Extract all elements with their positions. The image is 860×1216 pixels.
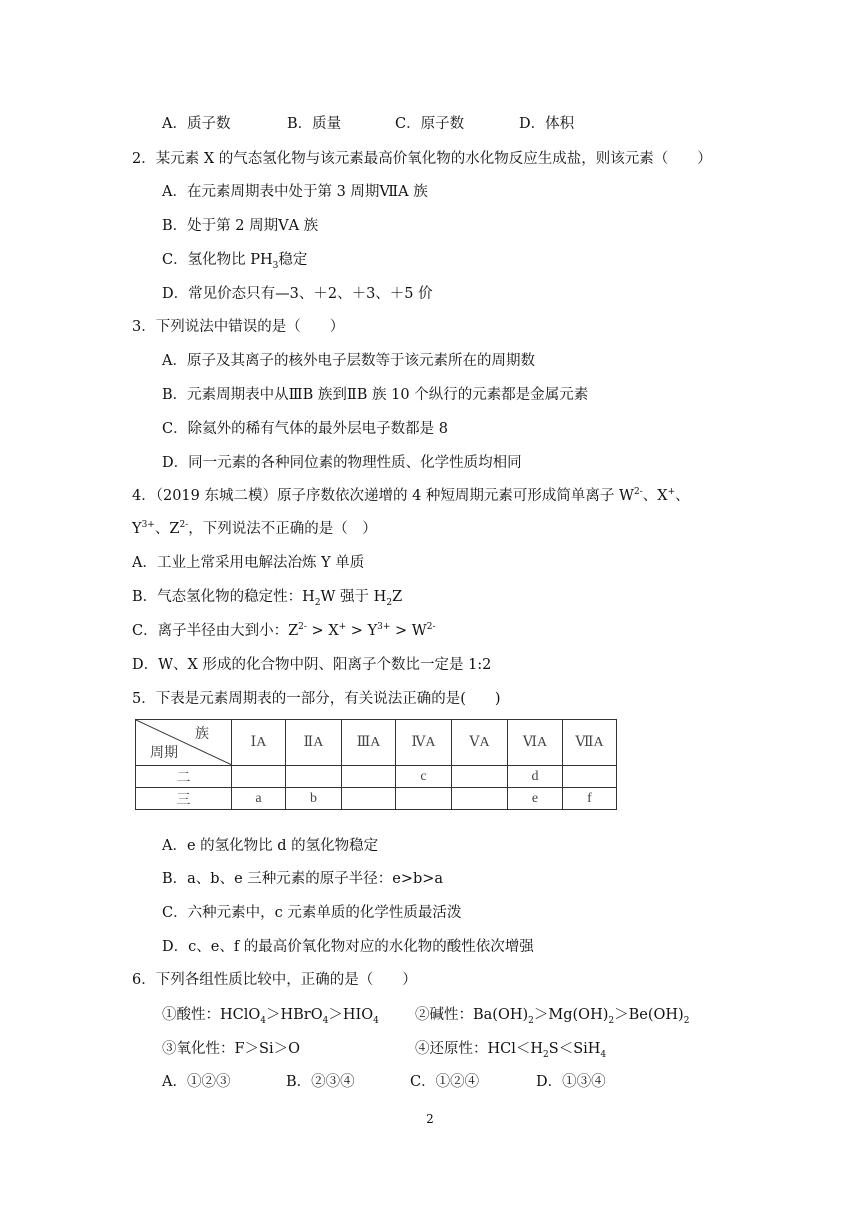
q6-options bbox=[162, 1070, 606, 1091]
table-cell bbox=[452, 766, 508, 788]
table-cell bbox=[342, 766, 396, 788]
q5-option-b: B．a、b、e 三种元素的原子半径：e>b>a bbox=[162, 871, 444, 887]
q6-option-b: B．②③④ bbox=[286, 1074, 355, 1090]
table-row-period-2 bbox=[136, 766, 617, 788]
periodic-table-excerpt bbox=[135, 719, 617, 810]
table-cell: f bbox=[563, 788, 617, 810]
table-cell: c bbox=[396, 766, 452, 788]
q4-option-c: C．离子半径由大到小：$Z^{2-} > X^+ > Y^{3+} > W^{2-}$ bbox=[132, 622, 436, 639]
table-cell bbox=[563, 766, 617, 788]
page-number: 2 bbox=[426, 1112, 434, 1126]
group-header: ⅣA bbox=[396, 720, 452, 766]
q2-option-a: A．在元素周期表中处于第 3 周期ⅦA 族 bbox=[162, 184, 428, 200]
q1-option-c: C．原子数 bbox=[395, 116, 465, 132]
q5-option-a: A．e 的氢化物比 d 的氢化物稳定 bbox=[162, 838, 379, 854]
group-header: ⅠA bbox=[232, 720, 286, 766]
q3-stem: 3．下列说法中错误的是（ ） bbox=[132, 319, 345, 335]
group-header: ⅤA bbox=[452, 720, 508, 766]
q6-option-a: A．①②③ bbox=[162, 1074, 231, 1090]
q1-option-d: D．体积 bbox=[519, 116, 575, 132]
table-cell: d bbox=[508, 766, 563, 788]
table-cell bbox=[396, 788, 452, 810]
q3-option-a: A．原子及其离子的核外电子层数等于该元素所在的周期数 bbox=[162, 353, 535, 369]
table-corner-cell bbox=[136, 720, 232, 766]
q4-stem-line2: $Y^{3+}$、$Z^{2-}$，下列说法不正确的是（ ） bbox=[132, 520, 377, 537]
q5-stem: 5．下表是元素周期表的一部分，有关说法正确的是( ) bbox=[132, 691, 501, 707]
table-row-period-3 bbox=[136, 788, 617, 810]
group-header: ⅥA bbox=[508, 720, 563, 766]
q5-option-d: D．c、e、f 的最高价氧化物对应的水化物的酸性依次增强 bbox=[162, 939, 534, 955]
q6-stem: 6．下列各组性质比较中，正确的是（ ） bbox=[132, 972, 417, 988]
table-cell: e bbox=[508, 788, 563, 810]
group-header: ⅦA bbox=[563, 720, 617, 766]
q6-statement-2: ②碱性：$Ba(OH)_2>Mg(OH)_2>Be(OH)_2$ bbox=[415, 1007, 690, 1026]
q1-option-b: B．质量 bbox=[287, 116, 342, 132]
q2-option-b: B．处于第 2 周期ⅤA 族 bbox=[162, 218, 319, 234]
q6-option-d: D．①③④ bbox=[536, 1074, 606, 1090]
q6-statement-1: ①酸性：$HClO_4>HBrO_4>HIO_4$ bbox=[162, 1007, 379, 1026]
q2-option-d: D．常见价态只有—3、＋2、＋3、＋5 价 bbox=[162, 286, 433, 302]
table-cell: a bbox=[232, 788, 286, 810]
group-header: ⅢA bbox=[342, 720, 396, 766]
q6-option-c: C．①②④ bbox=[410, 1074, 480, 1090]
table-cell bbox=[452, 788, 508, 810]
q4-option-d: D．W、X 形成的化合物中阴、阳离子个数比一定是 1:2 bbox=[132, 657, 492, 673]
q4-option-b: B．气态氢化物的稳定性：$H_2W$ 强于 $H_2Z$ bbox=[132, 589, 403, 608]
period-label: 三 bbox=[136, 788, 232, 810]
q5-option-c: C．六种元素中，c 元素单质的化学性质最活泼 bbox=[162, 905, 462, 921]
table-cell bbox=[342, 788, 396, 810]
q3-option-d: D．同一元素的各种同位素的物理性质、化学性质均相同 bbox=[162, 455, 522, 471]
q3-option-b: B．元素周期表中从ⅢB 族到ⅡB 族 10 个纵行的元素都是金属元素 bbox=[162, 387, 589, 403]
table-cell bbox=[232, 766, 286, 788]
q2-option-c: C．氢化物比 $PH_3$稳定 bbox=[162, 252, 308, 271]
q6-statement-3: ③氧化性：F＞Si＞O bbox=[162, 1041, 301, 1057]
q6-statement-4: ④还原性：$HCl<H_2S<SiH_4$ bbox=[415, 1041, 607, 1060]
table-cell bbox=[286, 766, 342, 788]
q4-option-a: A．工业上常采用电解法冶炼 Y 单质 bbox=[132, 555, 365, 571]
q1-options bbox=[162, 112, 574, 133]
q3-option-c: C．除氦外的稀有气体的最外层电子数都是 8 bbox=[162, 421, 448, 437]
corner-label-group: 族 bbox=[195, 727, 209, 742]
period-label: 二 bbox=[136, 766, 232, 788]
q1-option-a: A．质子数 bbox=[162, 116, 231, 132]
q4-stem-line1: 4．（2019 东城二模）原子序数依次递增的 4 种短周期元素可形成简单离子 $W^{2-}$、X+、 bbox=[132, 487, 690, 504]
corner-label-period: 周期 bbox=[150, 746, 178, 761]
q2-stem: 2．某元素 X 的气态氢化物与该元素最高价氧化物的水化物反应生成盐，则该元素（ ） bbox=[132, 151, 712, 167]
table-cell: b bbox=[286, 788, 342, 810]
group-header: ⅡA bbox=[286, 720, 342, 766]
